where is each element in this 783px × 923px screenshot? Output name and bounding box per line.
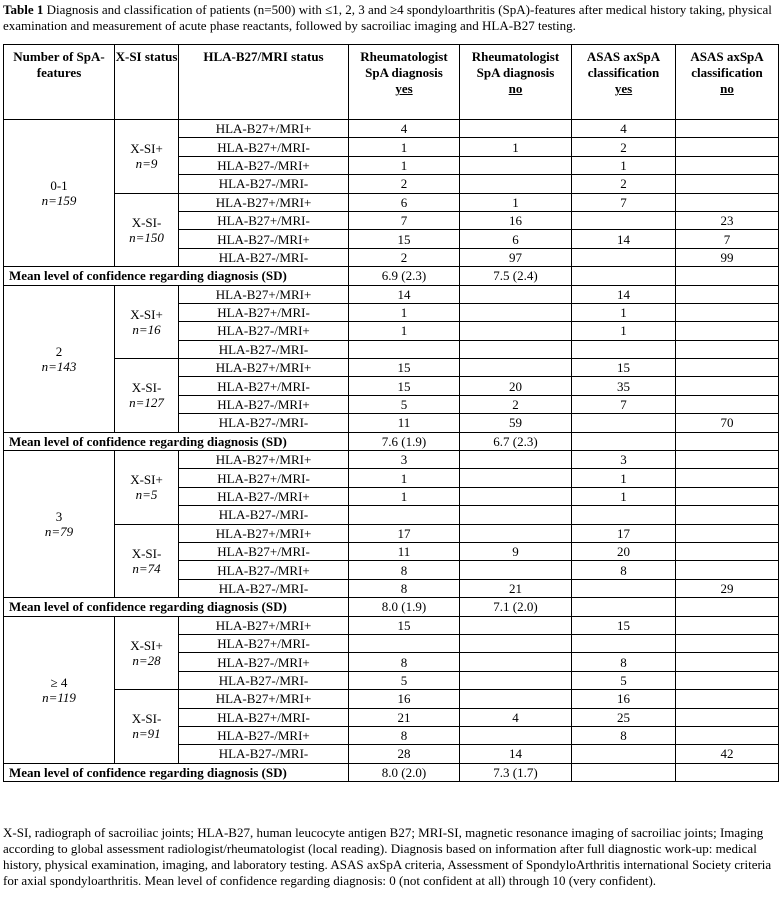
xsi-status: X-SI+	[130, 472, 163, 488]
mean-row	[4, 598, 779, 616]
rheum-yes-cell: 15	[349, 359, 460, 377]
hla-status-cell: HLA-B27-/MRI+	[179, 322, 349, 340]
xsi-n: n=9	[135, 156, 158, 172]
mean-label: Mean level of confidence regarding diagnosis (SD)	[4, 432, 349, 450]
rheum-yes-cell: 8	[349, 579, 460, 597]
table-label: Table 1	[3, 2, 44, 17]
xsi-cell	[115, 690, 179, 764]
asas-yes-cell: 1	[572, 322, 676, 340]
asas-no-cell	[676, 340, 779, 358]
results-table	[3, 44, 779, 782]
rheum-no-cell	[460, 524, 572, 542]
rheum-no-cell	[460, 469, 572, 487]
asas-yes-cell: 7	[572, 193, 676, 211]
asas-yes-cell: 4	[572, 120, 676, 138]
xsi-n: n=16	[132, 321, 161, 337]
rheum-no-cell	[460, 671, 572, 689]
hla-status-cell: HLA-B27-/MRI+	[179, 156, 349, 174]
asas-no-cell	[676, 285, 779, 303]
table-caption	[3, 2, 781, 34]
asas-yes-cell: 14	[572, 285, 676, 303]
rheum-no-cell: 9	[460, 542, 572, 560]
rheum-no-cell	[460, 303, 572, 321]
hla-status-cell: HLA-B27+/MRI-	[179, 377, 349, 395]
table-row	[4, 616, 779, 634]
asas-no-cell: 29	[676, 579, 779, 597]
asas-yes-cell: 1	[572, 469, 676, 487]
hla-status-cell: HLA-B27-/MRI-	[179, 414, 349, 432]
hla-status-cell: HLA-B27-/MRI+	[179, 230, 349, 248]
hla-status-cell: HLA-B27+/MRI-	[179, 469, 349, 487]
mean-yes-cell: 8.0 (2.0)	[349, 763, 460, 781]
asas-yes-cell: 1	[572, 156, 676, 174]
xsi-cell	[115, 285, 179, 359]
xsi-cell	[115, 524, 179, 598]
asas-yes-cell	[572, 414, 676, 432]
asas-no-cell	[676, 303, 779, 321]
hla-status-cell: HLA-B27+/MRI-	[179, 303, 349, 321]
rheum-yes-cell: 5	[349, 671, 460, 689]
rheum-no-cell	[460, 156, 572, 174]
rheum-no-cell	[460, 726, 572, 744]
asas-yes-cell	[572, 248, 676, 266]
rheum-yes-cell: 2	[349, 175, 460, 193]
table-footnote: X-SI, radiograph of sacroiliac joints; HLA-B27, human leucocyte antigen B27; MRI-SI, magnetic resonance imaging of sacroiliac joints; Imaging according to global assessment radiologist/rheumatologist (local reading). Diagnosis based on information after full diagnostic work-up: medical history, physical examination, imaging, and laboratory testing. ASAS axSpA criteria, Assessment of SpondyloArthritis international Society criteria for axial spondyloarthritis. Mean level of confidence regarding diagnosis: 0 (not confident at all) through 10 (very confident).	[3, 825, 772, 888]
rheum-yes-cell: 3	[349, 451, 460, 469]
features-n: n=79	[44, 524, 74, 540]
mean-asas-no-cell	[676, 763, 779, 781]
rheum-yes-cell	[349, 506, 460, 524]
features-n: n=159	[41, 193, 77, 209]
asas-no-cell	[676, 451, 779, 469]
rheum-yes-cell: 11	[349, 414, 460, 432]
mean-row	[4, 432, 779, 450]
hla-status-cell: HLA-B27-/MRI+	[179, 487, 349, 505]
hla-status-cell: HLA-B27+/MRI+	[179, 359, 349, 377]
asas-yes-cell: 15	[572, 616, 676, 634]
asas-no-cell	[676, 395, 779, 413]
asas-no-cell	[676, 561, 779, 579]
xsi-status: X-SI-	[131, 545, 162, 561]
asas-no-cell	[676, 524, 779, 542]
features-cell	[4, 616, 115, 763]
features-n: n=143	[41, 358, 77, 374]
table-row	[4, 359, 779, 377]
rheum-yes-cell: 1	[349, 322, 460, 340]
asas-yes-cell	[572, 340, 676, 358]
asas-no-cell	[676, 156, 779, 174]
rheum-no-cell	[460, 506, 572, 524]
rheum-yes-cell: 15	[349, 616, 460, 634]
hla-status-cell: HLA-B27-/MRI+	[179, 726, 349, 744]
asas-yes-cell: 2	[572, 138, 676, 156]
hla-status-cell: HLA-B27+/MRI-	[179, 634, 349, 652]
hla-status-cell: HLA-B27+/MRI-	[179, 211, 349, 229]
header-row	[4, 45, 779, 120]
rheum-yes-cell: 15	[349, 377, 460, 395]
asas-yes-cell: 20	[572, 542, 676, 560]
asas-yes-cell: 1	[572, 303, 676, 321]
rheum-no-cell: 1	[460, 138, 572, 156]
header-asas-yes: ASAS axSpA classification yes	[572, 45, 676, 120]
xsi-n: n=91	[132, 726, 161, 742]
hla-status-cell: HLA-B27+/MRI+	[179, 193, 349, 211]
asas-no-cell: 7	[676, 230, 779, 248]
rheum-yes-cell: 6	[349, 193, 460, 211]
rheum-yes-cell: 4	[349, 120, 460, 138]
rheum-no-cell	[460, 561, 572, 579]
asas-no-cell	[676, 469, 779, 487]
rheum-yes-cell: 15	[349, 230, 460, 248]
rheum-yes-cell: 8	[349, 726, 460, 744]
asas-no-cell: 23	[676, 211, 779, 229]
asas-yes-cell: 3	[572, 451, 676, 469]
header-rheum-yes: Rheumatologist SpA diagnosis yes	[349, 45, 460, 120]
xsi-cell	[115, 120, 179, 194]
xsi-n: n=127	[129, 395, 164, 411]
rheum-yes-cell: 1	[349, 156, 460, 174]
asas-no-cell	[676, 359, 779, 377]
asas-yes-cell: 7	[572, 395, 676, 413]
asas-yes-cell: 14	[572, 230, 676, 248]
mean-label: Mean level of confidence regarding diagnosis (SD)	[4, 763, 349, 781]
hla-status-cell: HLA-B27-/MRI-	[179, 506, 349, 524]
asas-no-cell	[676, 634, 779, 652]
features-n: n=119	[42, 689, 76, 705]
asas-no-cell: 42	[676, 745, 779, 763]
rheum-yes-cell: 2	[349, 248, 460, 266]
xsi-n: n=5	[135, 487, 158, 503]
asas-yes-cell: 25	[572, 708, 676, 726]
rheum-no-cell: 20	[460, 377, 572, 395]
hla-status-cell: HLA-B27-/MRI-	[179, 579, 349, 597]
rheum-yes-cell: 1	[349, 487, 460, 505]
rheum-yes-cell: 17	[349, 524, 460, 542]
asas-no-cell	[676, 671, 779, 689]
rheum-yes-cell: 1	[349, 303, 460, 321]
asas-yes-cell	[572, 634, 676, 652]
mean-asas-yes-cell	[572, 763, 676, 781]
features-count: 0-1	[50, 178, 68, 194]
asas-no-cell	[676, 175, 779, 193]
hla-status-cell: HLA-B27-/MRI+	[179, 561, 349, 579]
xsi-n: n=74	[132, 560, 161, 576]
asas-no-cell	[676, 377, 779, 395]
hla-status-cell: HLA-B27+/MRI+	[179, 690, 349, 708]
xsi-cell	[115, 616, 179, 690]
asas-no-cell	[676, 653, 779, 671]
rheum-no-cell	[460, 653, 572, 671]
asas-no-cell: 99	[676, 248, 779, 266]
asas-yes-cell: 8	[572, 561, 676, 579]
asas-yes-cell: 35	[572, 377, 676, 395]
hla-status-cell: HLA-B27+/MRI-	[179, 708, 349, 726]
asas-no-cell	[676, 726, 779, 744]
mean-row	[4, 763, 779, 781]
xsi-cell	[115, 359, 179, 433]
mean-asas-no-cell	[676, 267, 779, 285]
hla-status-cell: HLA-B27+/MRI-	[179, 138, 349, 156]
header-rheum-no: Rheumatologist SpA diagnosis no	[460, 45, 572, 120]
xsi-status: X-SI+	[130, 637, 163, 653]
rheum-no-cell: 16	[460, 211, 572, 229]
asas-yes-cell: 16	[572, 690, 676, 708]
rheum-no-cell	[460, 340, 572, 358]
features-count: 2	[55, 343, 63, 359]
rheum-no-cell: 4	[460, 708, 572, 726]
rheum-yes-cell: 14	[349, 285, 460, 303]
rheum-no-cell	[460, 634, 572, 652]
asas-no-cell	[676, 690, 779, 708]
table-row	[4, 193, 779, 211]
asas-no-cell	[676, 708, 779, 726]
rheum-no-cell: 1	[460, 193, 572, 211]
rheum-yes-cell: 16	[349, 690, 460, 708]
hla-status-cell: HLA-B27-/MRI-	[179, 175, 349, 193]
asas-no-cell	[676, 138, 779, 156]
rheum-no-cell: 14	[460, 745, 572, 763]
mean-row	[4, 267, 779, 285]
mean-yes-cell: 8.0 (1.9)	[349, 598, 460, 616]
features-cell	[4, 285, 115, 432]
table-body	[4, 120, 779, 782]
rheum-no-cell: 59	[460, 414, 572, 432]
rheum-no-cell	[460, 285, 572, 303]
hla-status-cell: HLA-B27-/MRI+	[179, 395, 349, 413]
hla-status-cell: HLA-B27+/MRI+	[179, 120, 349, 138]
rheum-no-cell: 97	[460, 248, 572, 266]
xsi-status: X-SI-	[131, 214, 162, 230]
asas-yes-cell: 8	[572, 726, 676, 744]
asas-no-cell: 70	[676, 414, 779, 432]
xsi-status: X-SI+	[130, 141, 163, 157]
hla-status-cell: HLA-B27+/MRI-	[179, 542, 349, 560]
xsi-cell	[115, 451, 179, 525]
rheum-no-cell	[460, 322, 572, 340]
asas-yes-cell: 17	[572, 524, 676, 542]
asas-yes-cell: 5	[572, 671, 676, 689]
table-row	[4, 690, 779, 708]
mean-asas-yes-cell	[572, 432, 676, 450]
rheum-yes-cell	[349, 340, 460, 358]
table-row	[4, 120, 779, 138]
asas-yes-cell: 8	[572, 653, 676, 671]
asas-yes-cell: 2	[572, 175, 676, 193]
asas-no-cell	[676, 506, 779, 524]
hla-status-cell: HLA-B27+/MRI+	[179, 451, 349, 469]
hla-status-cell: HLA-B27-/MRI-	[179, 671, 349, 689]
rheum-no-cell	[460, 451, 572, 469]
asas-no-cell	[676, 120, 779, 138]
asas-yes-cell	[572, 579, 676, 597]
rheum-yes-cell: 5	[349, 395, 460, 413]
asas-no-cell	[676, 193, 779, 211]
xsi-cell	[115, 193, 179, 267]
features-cell	[4, 451, 115, 598]
mean-no-cell: 7.5 (2.4)	[460, 267, 572, 285]
xsi-status: X-SI-	[131, 711, 162, 727]
rheum-yes-cell: 7	[349, 211, 460, 229]
header-asas-no: ASAS axSpA classification no	[676, 45, 779, 120]
xsi-n: n=28	[132, 652, 161, 668]
rheum-no-cell	[460, 359, 572, 377]
asas-yes-cell: 15	[572, 359, 676, 377]
asas-no-cell	[676, 487, 779, 505]
table-row	[4, 285, 779, 303]
hla-status-cell: HLA-B27+/MRI+	[179, 285, 349, 303]
mean-no-cell: 7.1 (2.0)	[460, 598, 572, 616]
asas-no-cell	[676, 322, 779, 340]
mean-asas-yes-cell	[572, 267, 676, 285]
hla-status-cell: HLA-B27+/MRI+	[179, 524, 349, 542]
mean-yes-cell: 6.9 (2.3)	[349, 267, 460, 285]
rheum-no-cell: 21	[460, 579, 572, 597]
features-count: 3	[55, 509, 63, 525]
rheum-no-cell	[460, 120, 572, 138]
hla-status-cell: HLA-B27-/MRI+	[179, 653, 349, 671]
hla-status-cell: HLA-B27-/MRI-	[179, 745, 349, 763]
rheum-yes-cell: 1	[349, 138, 460, 156]
header-features: Number of SpA-features	[4, 45, 115, 120]
rheum-yes-cell: 8	[349, 561, 460, 579]
caption-text: Diagnosis and classification of patients (n=500) with ≤1, 2, 3 and ≥4 spondyloarthritis (SpA)-features after medical history taking, physical examination and measurement of acute phase reactants, followed by sacroiliac imaging and HLA-B27 testing.	[3, 2, 772, 33]
asas-yes-cell	[572, 745, 676, 763]
asas-no-cell	[676, 616, 779, 634]
asas-yes-cell: 1	[572, 487, 676, 505]
mean-asas-no-cell	[676, 432, 779, 450]
xsi-n: n=150	[129, 229, 164, 245]
asas-yes-cell	[572, 506, 676, 524]
mean-label: Mean level of confidence regarding diagnosis (SD)	[4, 267, 349, 285]
mean-yes-cell: 7.6 (1.9)	[349, 432, 460, 450]
rheum-no-cell: 2	[460, 395, 572, 413]
mean-no-cell: 6.7 (2.3)	[460, 432, 572, 450]
features-cell	[4, 120, 115, 267]
rheum-no-cell	[460, 175, 572, 193]
rheum-no-cell	[460, 690, 572, 708]
rheum-yes-cell: 21	[349, 708, 460, 726]
header-hla: HLA-B27/MRI status	[179, 45, 349, 120]
xsi-status: X-SI+	[130, 306, 163, 322]
mean-label: Mean level of confidence regarding diagnosis (SD)	[4, 598, 349, 616]
asas-no-cell	[676, 542, 779, 560]
rheum-no-cell	[460, 487, 572, 505]
rheum-yes-cell: 1	[349, 469, 460, 487]
mean-asas-yes-cell	[572, 598, 676, 616]
table-row	[4, 451, 779, 469]
header-xsi: X-SI status	[115, 45, 179, 120]
mean-asas-no-cell	[676, 598, 779, 616]
table-row	[4, 524, 779, 542]
rheum-no-cell	[460, 616, 572, 634]
rheum-yes-cell: 8	[349, 653, 460, 671]
rheum-yes-cell: 28	[349, 745, 460, 763]
rheum-yes-cell: 11	[349, 542, 460, 560]
rheum-yes-cell	[349, 634, 460, 652]
mean-no-cell: 7.3 (1.7)	[460, 763, 572, 781]
asas-yes-cell	[572, 211, 676, 229]
hla-status-cell: HLA-B27-/MRI-	[179, 248, 349, 266]
xsi-status: X-SI-	[131, 380, 162, 396]
rheum-no-cell: 6	[460, 230, 572, 248]
hla-status-cell: HLA-B27+/MRI+	[179, 616, 349, 634]
features-count: ≥ 4	[50, 674, 68, 690]
hla-status-cell: HLA-B27-/MRI-	[179, 340, 349, 358]
